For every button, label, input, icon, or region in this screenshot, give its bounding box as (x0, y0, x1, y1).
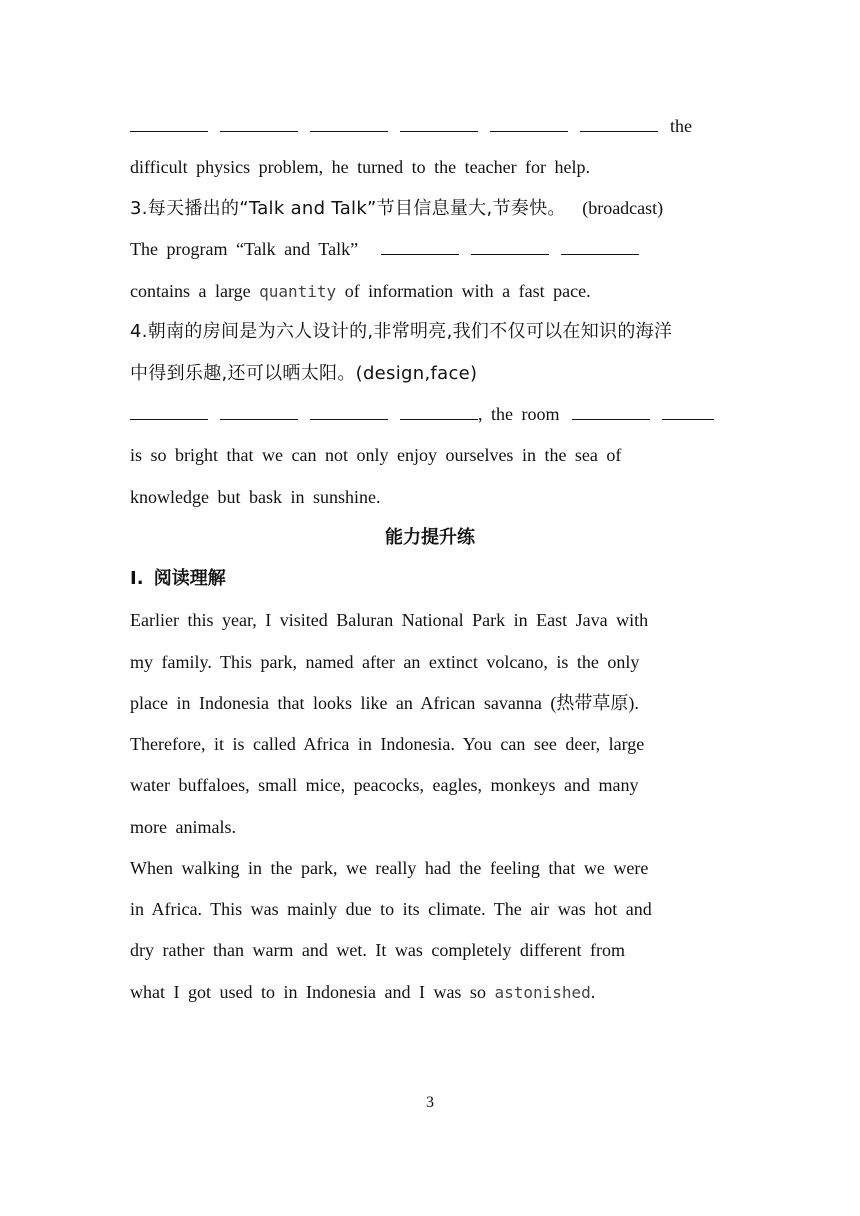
answer-blank[interactable] (490, 115, 568, 132)
passage-line: Therefore, it is called Africa in Indonesia. You can see deer, large (130, 734, 645, 754)
q3-line2-before: contains a large (130, 281, 251, 301)
q4-answer-line (130, 402, 714, 426)
answer-blank[interactable] (561, 238, 639, 255)
q4-line2: is so bright that we can not only enjoy ourselves in the sea of (130, 445, 622, 465)
q4-prompt2: 中得到乐趣,还可以晒太阳。(design,face) (130, 363, 478, 384)
passage-line: place in Indonesia that looks like an African savanna (热带草原). (130, 693, 639, 713)
q3-prompt-line (130, 196, 663, 221)
passage-last-highlight: astonished (494, 983, 591, 1002)
answer-blank[interactable] (580, 115, 658, 132)
page-number: 3 (426, 1094, 434, 1111)
q3-line2 (130, 279, 591, 304)
q4-prompt1: 4.朝南的房间是为六人设计的,非常明亮,我们不仅可以在知识的海洋 (130, 321, 673, 342)
passage-last-before: what I got used to in Indonesia and I was so (130, 982, 486, 1002)
passage-line: Earlier this year, I visited Baluran National Park in East Java with (130, 610, 649, 630)
q2-line-end: the (670, 116, 692, 136)
passage-line (130, 980, 595, 1005)
passage-line: more animals. (130, 817, 236, 837)
q2-answer-line (130, 114, 692, 138)
passage-line: my family. This park, named after an extinct volcano, is the only (130, 652, 640, 672)
q4-line1-mid: , the room (478, 404, 560, 424)
answer-blank[interactable] (572, 403, 650, 420)
answer-blank[interactable] (220, 115, 298, 132)
answer-blank[interactable] (400, 115, 478, 132)
answer-blank[interactable] (662, 403, 714, 420)
passage-line: water buffaloes, small mice, peacocks, eagles, monkeys and many (130, 775, 639, 795)
section-title: 能力提升练 (385, 527, 475, 548)
answer-blank[interactable] (130, 403, 208, 420)
q3-prompt: 3.每天播出的“Talk and Talk”节目信息量大,节奏快。 (130, 198, 566, 219)
answer-blank[interactable] (130, 115, 208, 132)
passage-line: dry rather than warm and wet. It was completely different from (130, 940, 626, 960)
q3-line1: The program “Talk and Talk” (130, 239, 359, 259)
q3-line2-after: of information with a fast pace. (344, 281, 591, 301)
answer-blank[interactable] (400, 403, 478, 420)
section-subtitle: Ⅰ. 阅读理解 (130, 568, 226, 589)
q4-line3: knowledge but bask in sunshine. (130, 487, 381, 507)
q3-answer-line (130, 237, 651, 261)
q2-line2: difficult physics problem, he turned to the teacher for help. (130, 157, 591, 177)
answer-blank[interactable] (310, 403, 388, 420)
q3-line2-highlight: quantity (259, 282, 337, 301)
q4-prompt2-line (130, 361, 477, 386)
answer-blank[interactable] (220, 403, 298, 420)
passage-line: When walking in the park, we really had the feeling that we were (130, 858, 649, 878)
passage-line: in Africa. This was mainly due to its climate. The air was hot and (130, 899, 652, 919)
answer-blank[interactable] (471, 238, 549, 255)
passage-last-after: . (590, 982, 596, 1002)
q3-hint: (broadcast) (582, 198, 664, 218)
answer-blank[interactable] (310, 115, 388, 132)
answer-blank[interactable] (381, 238, 459, 255)
